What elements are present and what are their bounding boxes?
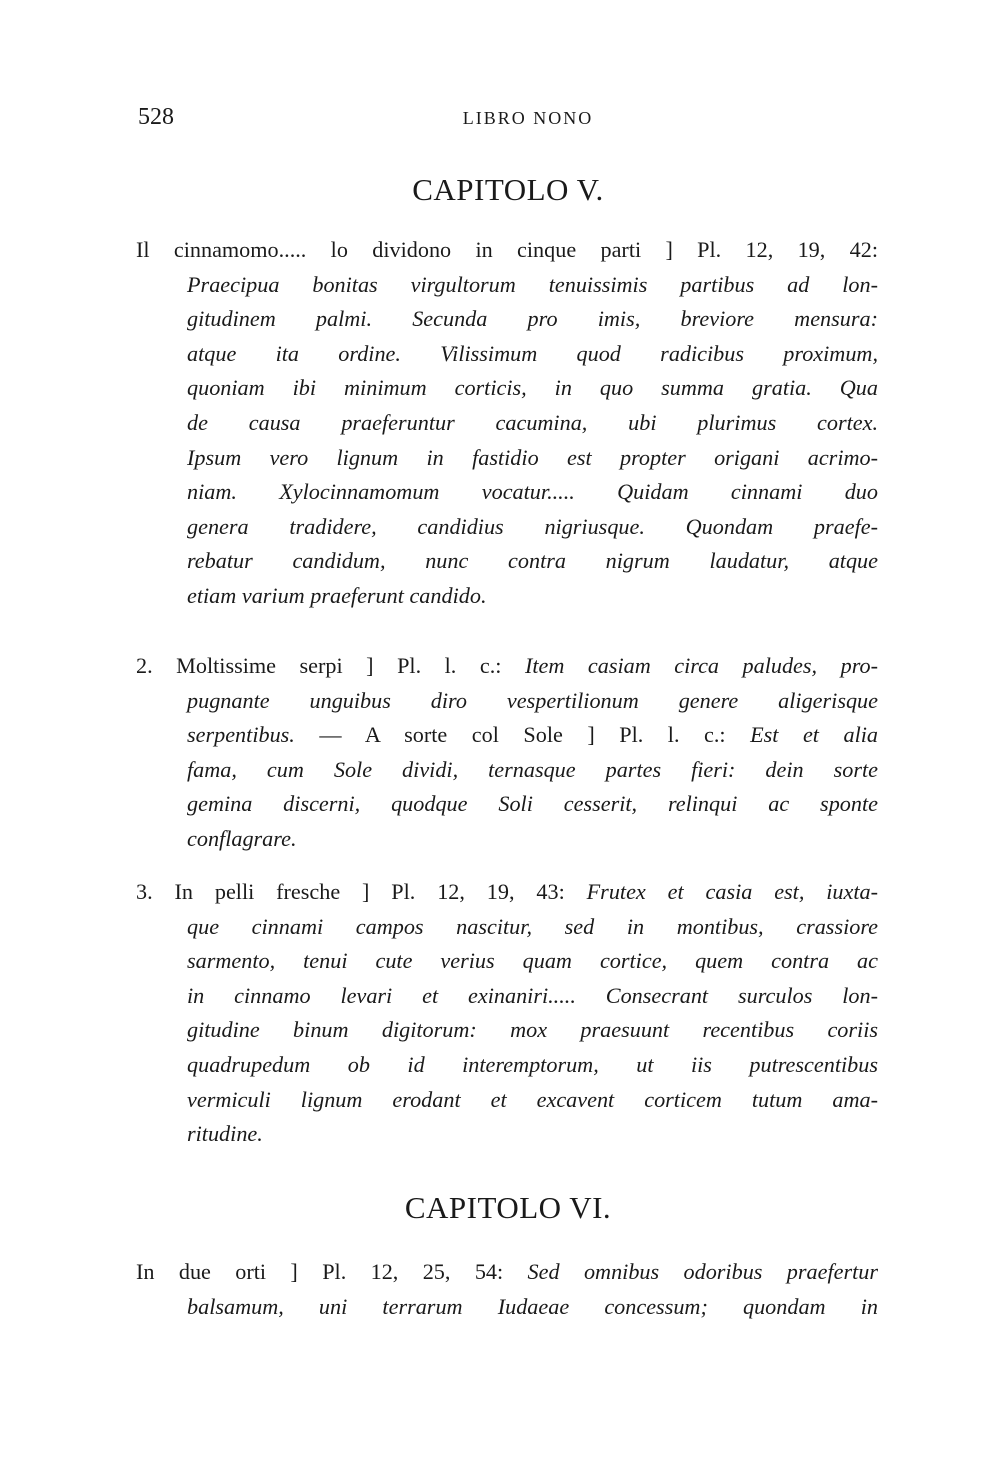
latin-quote: Ipsum vero lignum in fastidio est propter origani acrimo- <box>187 444 878 470</box>
latin-quote: Praecipua bonitas virgultorum tenuissimis partibus ad lon- <box>187 271 878 297</box>
running-head <box>138 104 878 134</box>
latin-quote: rebatur candidum, nunc contra nigrum laudatur, atque <box>187 548 878 574</box>
text-line <box>136 649 878 684</box>
chapter-heading: CAPITOLO VI. <box>404 1190 612 1225</box>
page-number: 528 <box>138 104 174 130</box>
latin-quote: quoniam ibi minimum corticis, in quo summa gratia. Qua <box>187 375 878 401</box>
chapter-heading: CAPITOLO V. <box>412 172 604 207</box>
latin-quote: conflagrare. <box>187 825 297 851</box>
text-line <box>136 337 878 372</box>
text-line <box>136 1255 878 1290</box>
latin-quote: atque ita ordine. Vilissimum quod radicibus proximum, <box>187 340 878 366</box>
latin-quote: Est et alia <box>750 722 878 748</box>
latin-quote: gemina discerni, quodque Soli cesserit, relinqui ac sponte <box>187 791 878 817</box>
text-line <box>136 753 878 788</box>
text-line <box>136 233 878 268</box>
latin-quote: sarmento, tenui cute verius quam cortice, quem contra ac <box>187 948 878 974</box>
latin-quote: etiam varium praeferunt candido. <box>187 582 487 608</box>
text-line <box>136 718 878 753</box>
latin-quote: gitudinem palmi. Secunda pro imis, breviore mensura: <box>187 306 878 332</box>
text-line <box>136 406 878 441</box>
latin-quote: vermiculi lignum erodant et excavent corticem tutum ama- <box>187 1086 878 1112</box>
note-lead: 3. In pelli fresche ] Pl. 12, 19, 43: <box>136 879 587 904</box>
text-line <box>136 787 878 822</box>
text-line <box>136 910 878 945</box>
text-line <box>136 371 878 406</box>
text-line <box>136 944 878 979</box>
text-line <box>136 268 878 303</box>
latin-quote: in cinnamo levari et exinaniri..... Consecrant surculos lon- <box>187 982 878 1008</box>
running-title: LIBRO NONO <box>462 108 594 128</box>
text-line <box>136 979 878 1014</box>
note-lead: 2. Moltissime serpi ] Pl. l. c.: <box>136 653 525 678</box>
text-line <box>136 822 878 857</box>
latin-quote: Sed omnibus odoribus praefertur <box>527 1259 878 1284</box>
note-block <box>136 649 878 857</box>
text-line <box>136 684 878 719</box>
latin-quote: ritudine. <box>187 1121 263 1147</box>
text-line <box>136 475 878 510</box>
note-lead: In due orti ] Pl. 12, 25, 54: <box>136 1259 528 1284</box>
latin-quote: genera tradidere, candidius nigriusque. Quondam praefe- <box>187 513 878 539</box>
note-block <box>136 875 878 1152</box>
latin-quote: balsamum, uni terrarum Iudaeae concessum; quondam in <box>187 1293 878 1319</box>
note-block <box>136 233 878 614</box>
latin-quote: quadrupedum ob id interemptorum, ut iis putrescentibus <box>187 1051 878 1077</box>
text-line <box>136 875 878 910</box>
text-line <box>136 544 878 579</box>
note-lead: — A sorte col Sole ] Pl. l. c.: <box>294 722 751 748</box>
latin-quote: niam. Xylocinnamomum vocatur..... Quidam cinnami duo <box>187 479 878 505</box>
note-lead: Il cinnamomo..... lo dividono in cinque parti ] Pl. 12, 19, 42: <box>136 237 878 262</box>
latin-quote: gitudine binum digitorum: mox praesuunt recentibus coriis <box>187 1017 878 1043</box>
text-line <box>136 1117 878 1152</box>
text-line <box>136 302 878 337</box>
latin-quote: Frutex et casia est, iuxta- <box>586 879 878 904</box>
text-line <box>136 441 878 476</box>
latin-quote: que cinnami campos nascitur, sed in montibus, crassiore <box>187 913 878 939</box>
text-line <box>136 1048 878 1083</box>
latin-quote: pugnante unguibus diro vespertilionum genere aligerisque <box>187 687 878 713</box>
text-line <box>136 1013 878 1048</box>
latin-quote: serpentibus. <box>187 722 295 748</box>
text-line <box>136 1290 878 1325</box>
text-line <box>136 1083 878 1118</box>
latin-quote: de causa praeferuntur cacumina, ubi plurimus cortex. <box>187 409 878 435</box>
text-line <box>136 510 878 545</box>
latin-quote: Item casiam circa paludes, pro- <box>524 653 878 678</box>
note-block <box>136 1255 878 1324</box>
latin-quote: fama, cum Sole dividi, ternasque partes fieri: dein sorte <box>187 756 878 782</box>
text-line <box>136 579 878 614</box>
